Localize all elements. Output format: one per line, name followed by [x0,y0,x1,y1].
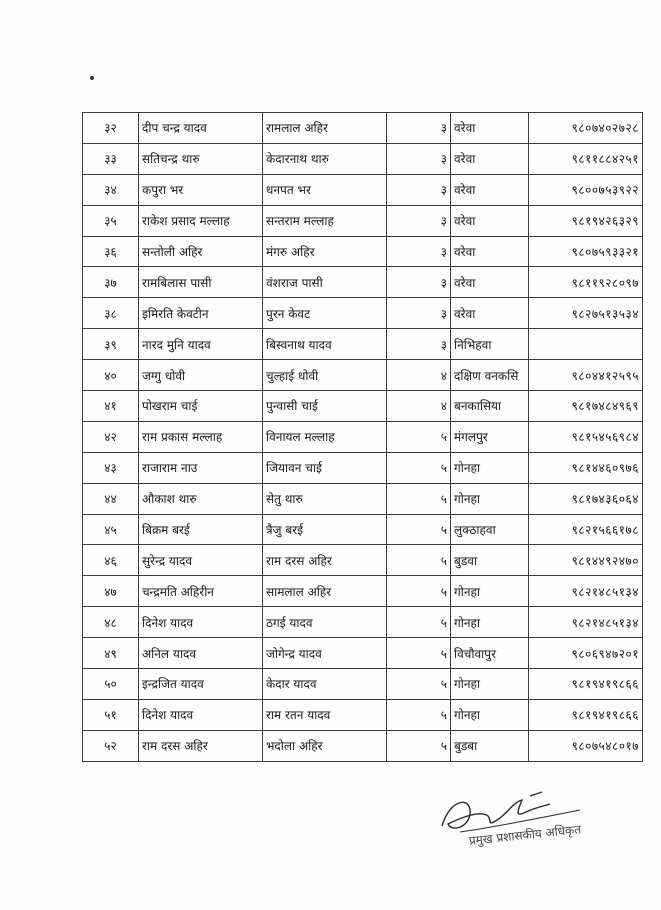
table-row [83,174,643,205]
table-row [83,638,643,669]
ward-number-cell: ३ [387,205,451,236]
ward-number-cell: ३ [387,236,451,267]
serial-number-cell: ४३ [83,452,139,483]
name-cell: सतिचन्द्र थारु [139,143,263,174]
father-name-cell: राम दरस अहिर [263,545,387,576]
serial-number-cell: ५२ [83,730,139,761]
father-name-cell: सन्तराम मल्लाह [263,205,387,236]
ward-number-cell: ५ [387,483,451,514]
father-name-cell: पुन्वासी चाई [263,391,387,422]
father-name-cell: राम रतन यादव [263,699,387,730]
place-cell: लुक्ठाहवा [451,514,529,545]
serial-number-cell: ५१ [83,699,139,730]
ward-number-cell: ३ [387,174,451,205]
ward-number-cell: ३ [387,298,451,329]
serial-number-cell: ४७ [83,576,139,607]
place-cell: बनकासिया [451,391,529,422]
name-cell: चन्द्रमति अहिरीन [139,576,263,607]
father-name-cell: रामलाल अहिर [263,113,387,144]
name-cell: राम प्रकास मल्लाह [139,421,263,452]
ward-number-cell: ५ [387,514,451,545]
place-cell: गोनहा [451,452,529,483]
serial-number-cell: ४० [83,360,139,391]
serial-number-cell: ४२ [83,421,139,452]
place-cell: वरेवा [451,267,529,298]
phone-number-cell: ९८२१५६६१७८ [529,514,643,545]
phone-number-cell: ९८०७५४८०१७ [529,730,643,761]
table-row [83,113,643,144]
father-name-cell: सामलाल अहिर [263,576,387,607]
father-name-cell: केदार यादव [263,669,387,700]
phone-number-cell: ९८११८८४२५१ [529,143,643,174]
ward-number-cell: ५ [387,607,451,638]
phone-number-cell: ९८०७४०२७२८ [529,113,643,144]
father-name-cell: केदारनाथ थारु [263,143,387,174]
table-row [83,699,643,730]
table-row [83,391,643,422]
name-cell: दिनेश यादव [139,699,263,730]
serial-number-cell: ४६ [83,545,139,576]
name-cell: पोखराम चाई [139,391,263,422]
father-name-cell: पुरन केवट [263,298,387,329]
serial-number-cell: ४८ [83,607,139,638]
table-row [83,483,643,514]
ward-number-cell: ५ [387,699,451,730]
place-cell: विचौवापुर [451,638,529,669]
name-cell: कपुरा भर [139,174,263,205]
name-cell: इमिरति केवटीन [139,298,263,329]
phone-number-cell [529,329,643,360]
ward-number-cell: ५ [387,421,451,452]
table-row [83,452,643,483]
name-cell: औकाश थारु [139,483,263,514]
name-cell: दिनेश यादव [139,607,263,638]
name-cell: बिक्रम बरई [139,514,263,545]
place-cell: गोनहा [451,699,529,730]
phone-number-cell: ९८२१४८५१३४ [529,607,643,638]
place-cell: निभिहवा [451,329,529,360]
ward-number-cell: ५ [387,669,451,700]
table-row [83,421,643,452]
name-cell: नारद मुनि यादव [139,329,263,360]
serial-number-cell: ४१ [83,391,139,422]
name-cell: इन्द्रजित यादव [139,669,263,700]
phone-number-cell: ९८१९४२६३२९ [529,205,643,236]
serial-number-cell: ३४ [83,174,139,205]
ward-number-cell: ५ [387,452,451,483]
ward-number-cell: ५ [387,576,451,607]
serial-number-cell: ३६ [83,236,139,267]
phone-number-cell: ९८१९४१९८६६ [529,669,643,700]
place-cell: बुडबा [451,730,529,761]
phone-number-cell: ९८१७४८४९६९ [529,391,643,422]
table-row [83,298,643,329]
ward-number-cell: ३ [387,143,451,174]
place-cell: वरेवा [451,205,529,236]
phone-number-cell: ९८०७५९३३२१ [529,236,643,267]
name-cell: सन्तोली अहिर [139,236,263,267]
serial-number-cell: ४५ [83,514,139,545]
serial-number-cell: ४४ [83,483,139,514]
father-name-cell: जियावन चाई [263,452,387,483]
name-cell: जग्गु धोवी [139,360,263,391]
serial-number-cell: ३३ [83,143,139,174]
table-row [83,236,643,267]
name-cell: राम दरस अहिर [139,730,263,761]
signature-title: प्रमुख प्रशासकीय अधिकृत [468,822,582,848]
table-row [83,205,643,236]
name-cell: रामबिलास पासी [139,267,263,298]
place-cell: वरेवा [451,174,529,205]
phone-number-cell: ९८२७५१३५३४ [529,298,643,329]
signature-block [430,788,630,868]
serial-number-cell: ४९ [83,638,139,669]
phone-number-cell: ९८१४४९२४७० [529,545,643,576]
table-row [83,143,643,174]
name-cell: दीप चन्द्र यादव [139,113,263,144]
name-cell: सुरेन्द्र यादव [139,545,263,576]
father-name-cell: मंगरु अहिर [263,236,387,267]
place-cell: वरेवा [451,236,529,267]
ward-number-cell: ३ [387,267,451,298]
ward-number-cell: ५ [387,545,451,576]
table-body [83,113,643,762]
ward-number-cell: ५ [387,730,451,761]
place-cell: बुडवा [451,545,529,576]
phone-number-cell: ९८१९४१९८६६ [529,699,643,730]
place-cell: वरेवा [451,143,529,174]
place-cell: मंगलपुर [451,421,529,452]
father-name-cell: वंशराज पासी [263,267,387,298]
father-name-cell: विनायल मल्लाह [263,421,387,452]
serial-number-cell: ३५ [83,205,139,236]
serial-number-cell: ३९ [83,329,139,360]
table-row [83,607,643,638]
table-row [83,514,643,545]
beneficiary-table [82,112,643,762]
name-cell: राकेश प्रसाद मल्लाह [139,205,263,236]
place-cell: दक्षिण वनकसि [451,360,529,391]
father-name-cell: भदोला अहिर [263,730,387,761]
father-name-cell: धनपत भर [263,174,387,205]
table-row [83,545,643,576]
phone-number-cell: ९८२१४८५१३४ [529,576,643,607]
place-cell: गोनहा [451,576,529,607]
father-name-cell: त्रैजु बरई [263,514,387,545]
phone-number-cell: ९८११९२८०९७ [529,267,643,298]
table-row [83,267,643,298]
father-name-cell: बिस्वनाथ यादव [263,329,387,360]
serial-number-cell: ३८ [83,298,139,329]
ward-number-cell: ४ [387,391,451,422]
serial-number-cell: ३७ [83,267,139,298]
phone-number-cell: ९८०६९४७२०१ [529,638,643,669]
ward-number-cell: ३ [387,329,451,360]
table-row [83,730,643,761]
place-cell: गोनहा [451,669,529,700]
name-cell: राजाराम नाउ [139,452,263,483]
phone-number-cell: ९८१७४३६०६४ [529,483,643,514]
phone-number-cell: ९८०४४१२५९५ [529,360,643,391]
table-row [83,329,643,360]
place-cell: वरेवा [451,298,529,329]
father-name-cell: जोगेन्द्र यादव [263,638,387,669]
place-cell: गोनहा [451,483,529,514]
father-name-cell: ठगई यादव [263,607,387,638]
table-row [83,669,643,700]
serial-number-cell: ५० [83,669,139,700]
table-row [83,360,643,391]
place-cell: गोनहा [451,607,529,638]
father-name-cell: सेतु थारु [263,483,387,514]
ward-number-cell: ४ [387,360,451,391]
ward-number-cell: ३ [387,113,451,144]
ward-number-cell: ५ [387,638,451,669]
phone-number-cell: ९८१४४६०९७६ [529,452,643,483]
phone-number-cell: ९८००७५३९२२ [529,174,643,205]
table-row [83,576,643,607]
place-cell: वरेवा [451,113,529,144]
name-cell: अनिल यादव [139,638,263,669]
serial-number-cell: ३२ [83,113,139,144]
scan-speck [90,76,94,80]
father-name-cell: चुल्हाई धोवी [263,360,387,391]
phone-number-cell: ९८१५४५६९८४ [529,421,643,452]
